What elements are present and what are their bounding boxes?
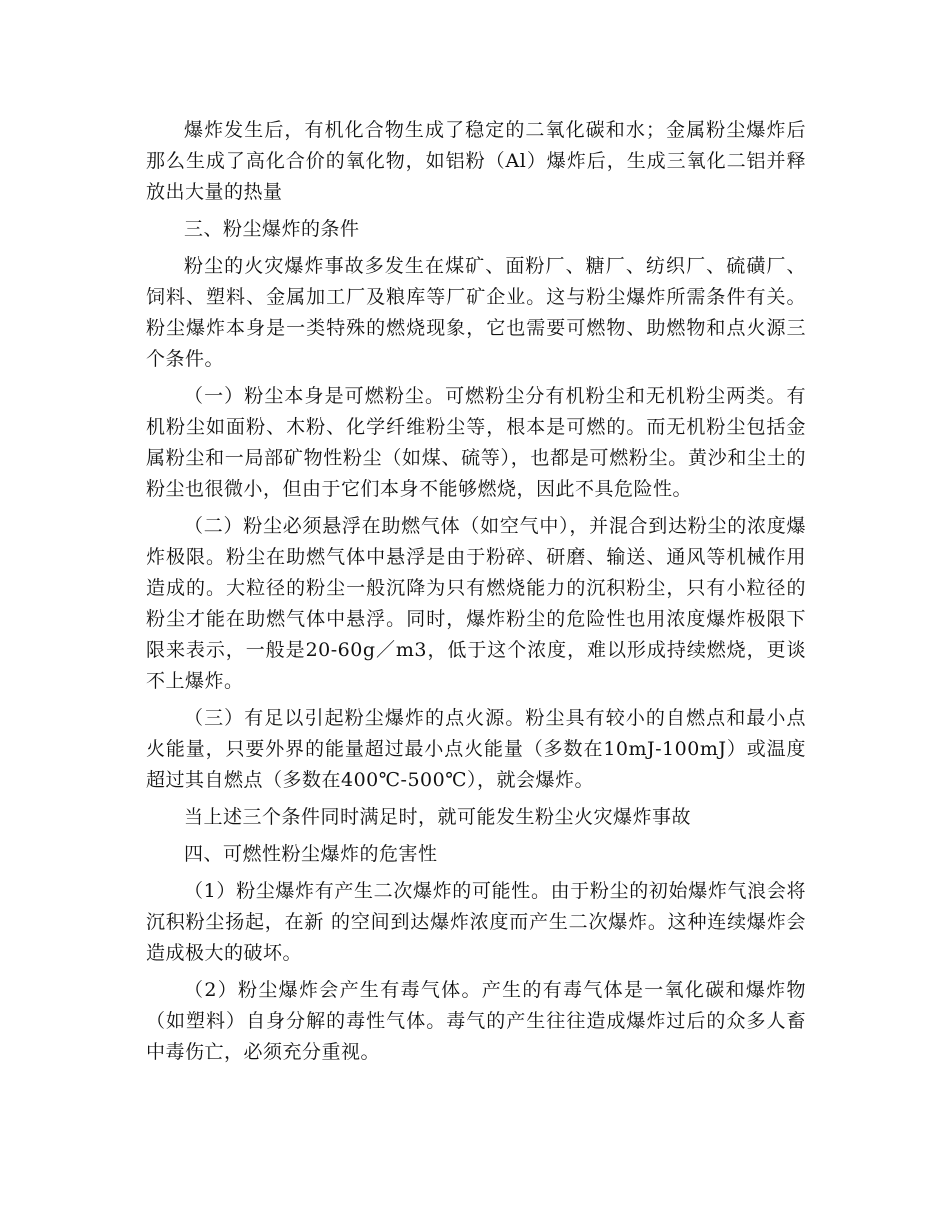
paragraph-hazard-2: （2）粉尘爆炸会产生有毒气体。产生的有毒气体是一氧化碳和爆炸物（如塑料）自身分解的毒性气体。毒气的产生往往造成爆炸过后的众多人畜中毒伤亡，必须充分重视。 <box>146 979 806 1063</box>
paragraph-hazard-1: （1）粉尘爆炸有产生二次爆炸的可能性。由于粉尘的初始爆炸气浪会将沉积粉尘扬起，在新 的空间到达爆炸浓度而产生二次爆炸。这种连续爆炸会造成极大的破坏。 <box>146 880 806 964</box>
paragraph-explosion-products: 爆炸发生后，有机化合物生成了稳定的二氧化碳和水；金属粉尘爆炸后那么生成了高化合价的氧化物，如铝粉（Al）爆炸后，生成三氧化二铝并释放出大量的热量 <box>146 119 806 203</box>
paragraph-condition-2: （二）粉尘必须悬浮在助燃气体（如空气中），并混合到达粉尘的浓度爆炸极限。粉尘在助燃气体中悬浮是由于粉碎、研磨、输送、通风等机械作用造成的。大粒径的粉尘一般沉降为只有燃烧能力的沉积粉尘，只有小粒径的粉尘才能在助燃气体中悬浮。同时，爆炸粉尘的危险性也用浓度爆炸极限下限来表示，一般是20-60g／m3，低于这个浓度，难以形成持续燃烧，更谈不上爆炸。 <box>146 515 806 692</box>
paragraph-conditions-summary: 当上述三个条件同时满足时，就可能发生粉尘火灾爆炸事故 <box>184 806 692 828</box>
section-heading-hazards: 四、可燃性粉尘爆炸的危害性 <box>184 843 438 865</box>
paragraph-condition-3: （三）有足以引起粉尘爆炸的点火源。粉尘具有较小的自燃点和最小点火能量，只要外界的能量超过最小点火能量（多数在10mJ-100mJ）或温度超过其自燃点（多数在400℃-500℃），就会爆炸。 <box>146 707 806 791</box>
paragraph-conditions-intro: 粉尘的火灾爆炸事故多发生在煤矿、面粉厂、糖厂、纺织厂、硫磺厂、饲料、塑料、金属加工厂及粮库等厂矿企业。这与粉尘爆炸所需条件有关。粉尘爆炸本身是一类特殊的燃烧现象，它也需要可燃物、助燃物和点火源三个条件。 <box>146 255 806 370</box>
paragraph-condition-1: （一）粉尘本身是可燃粉尘。可燃粉尘分有机粉尘和无机粉尘两类。有机粉尘如面粉、木粉、化学纤维粉尘等，根本是可燃的。而无机粉尘包括金属粉尘和一局部矿物性粉尘（如煤、硫等），也都是可燃粉尘。黄沙和尘土的粉尘也很微小，但由于它们本身不能够燃烧，因此不具危险性。 <box>146 385 806 500</box>
document-body <box>146 115 806 1074</box>
section-heading-conditions: 三、粉尘爆炸的条件 <box>184 218 360 240</box>
